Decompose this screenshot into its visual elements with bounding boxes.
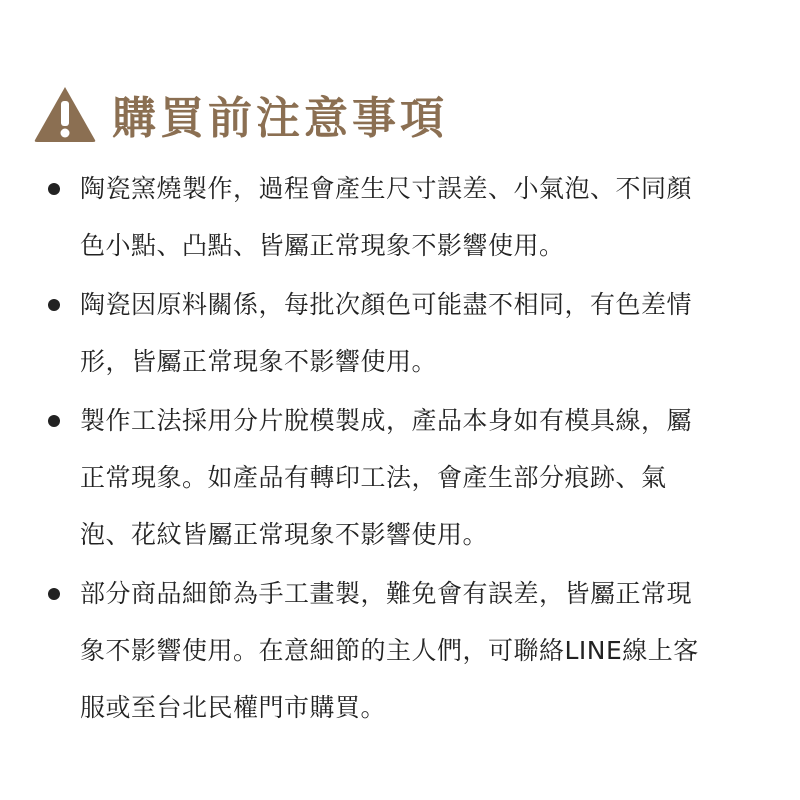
note-line: 陶瓷因原料關係，每批次顏色可能盡不相同，有色差情 <box>80 290 693 319</box>
note-line: 形，皆屬正常現象不影響使用。 <box>80 347 438 376</box>
bullet-icon <box>48 183 60 195</box>
page-title: 購買前注意事項 <box>112 93 448 144</box>
bullet-icon <box>48 299 60 311</box>
note-line: 象不影響使用。在意細節的主人們，可聯絡LINE線上客 <box>80 636 699 665</box>
note-item <box>48 160 778 274</box>
note-line: 部分商品細節為手工畫製，難免會有誤差，皆屬正常現 <box>80 579 693 608</box>
warning-icon <box>32 84 98 144</box>
note-item <box>48 392 778 563</box>
note-line: 服或至台北民權門市購買。 <box>80 693 387 722</box>
note-line: 正常現象。如產品有轉印工法，會產生部分痕跡、氣 <box>80 463 667 492</box>
notes-list <box>48 160 778 738</box>
note-item <box>48 565 778 736</box>
note-line: 色小點、凸點、皆屬正常現象不影響使用。 <box>80 231 565 260</box>
note-line: 泡、花紋皆屬正常現象不影響使用。 <box>80 520 489 549</box>
bullet-icon <box>48 415 60 427</box>
note-line: 陶瓷窯燒製作，過程會產生尺寸誤差、小氣泡、不同顏 <box>80 174 693 203</box>
notice-header <box>32 82 448 146</box>
note-line: 製作工法採用分片脫模製成，產品本身如有模具線，屬 <box>80 406 693 435</box>
bullet-icon <box>48 588 60 600</box>
note-item <box>48 276 778 390</box>
